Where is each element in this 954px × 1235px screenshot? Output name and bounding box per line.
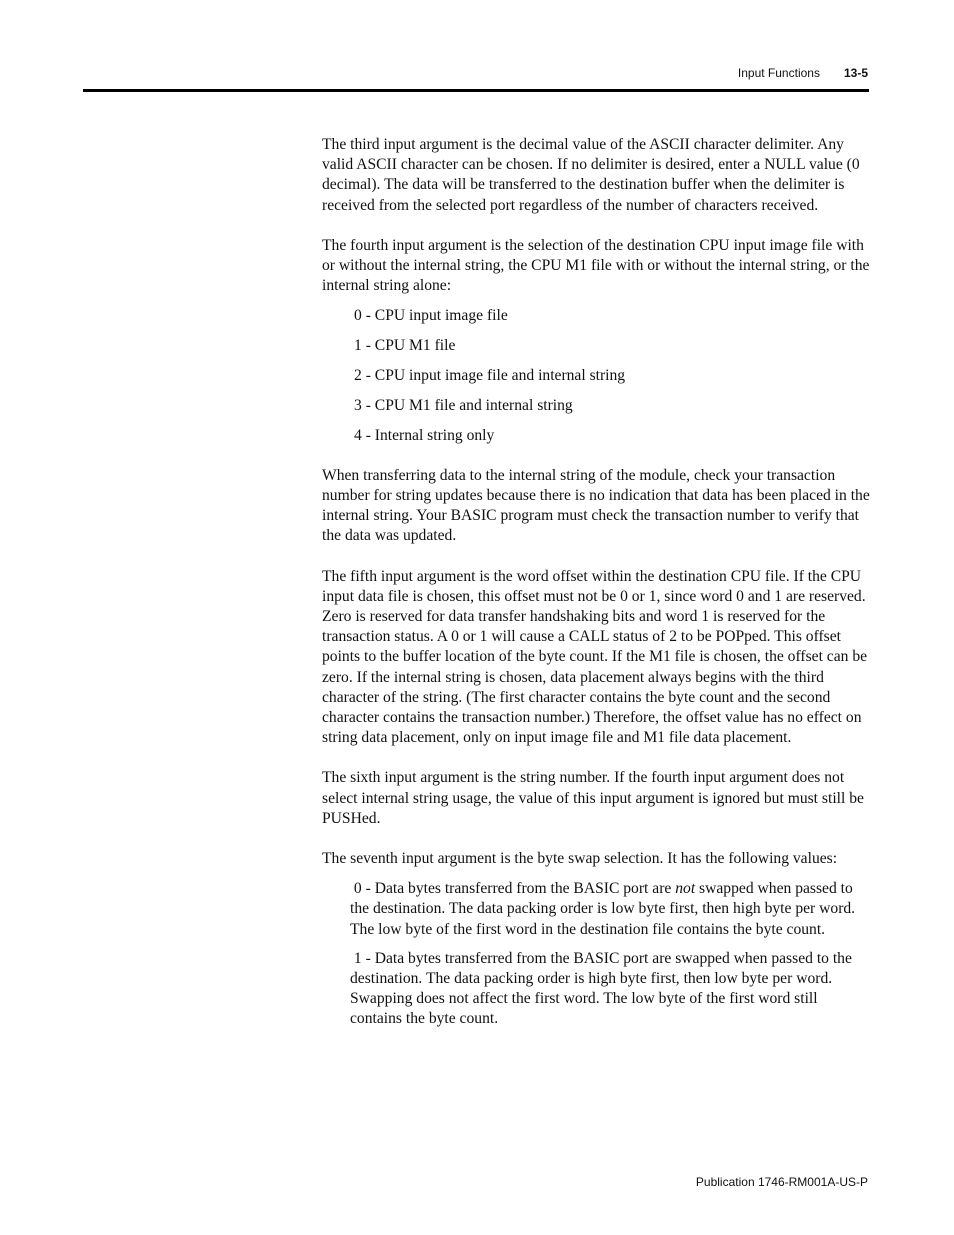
list-item: 0 - CPU input image file [354, 307, 508, 325]
paragraph-destination-file: The fourth input argument is the selection of the destination CPU input image file with or without the internal string, the CPU M1 file with or without the internal string, or the internal string alone: [322, 236, 870, 295]
destination-option-list [322, 306, 870, 445]
body-text [322, 135, 870, 1039]
swap-option-list [322, 879, 870, 1029]
list-item [350, 949, 870, 1030]
list-item: 1 - CPU M1 file [354, 337, 456, 355]
header-rule [83, 89, 869, 92]
list-item: 2 - CPU input image file and internal string [354, 367, 626, 385]
list-item [350, 879, 870, 940]
publication-number: Publication 1746-RM001A-US-P [695, 1175, 868, 1189]
list-item: 3 - CPU M1 file and internal string [354, 396, 573, 414]
page-header [738, 66, 868, 80]
list-item: 4 - Internal string only [354, 426, 495, 444]
swap-option-0-end: swapped when passed to the destination. The data packing order is low byte first, then high byte per word. The low byte of the first word in the destination file contains the byte count. [350, 880, 856, 938]
swap-option-0-start: 0 - Data bytes transferred from the BASIC port are [353, 880, 676, 898]
paragraph-delimiter: The third input argument is the decimal value of the ASCII character delimiter. Any valid ASCII character can be chosen. If no delimiter is desired, enter a NULL value (0 decimal). The data will be transferred to the destination buffer when the delimiter is received from the selected port regardless of the number of characters received. [322, 136, 860, 214]
swap-option-1: 1 - Data bytes transferred from the BASIC port are swapped when passed to the destination. The data packing order is high byte first, then low byte per word. Swapping does not affect the first word. The low byte of the first word still contains the byte count. [350, 949, 852, 1028]
paragraph-word-offset: The fifth input argument is the word offset within the destination CPU file. If the CPU input data file is chosen, this offset must not be 0 or 1, since word 0 and 1 are reserved. Zero is reserved for data transfer handshaking bits and word 1 is reserved for the transaction status. A 0 or 1 will cause a CALL status of 2 to be POPped. This offset points to the buffer location of the byte count. If the M1 file is chosen, the offset can be zero. If the internal string is chosen, data placement always begins with the third character of the string. (The first character contains the byte count and the second character contains the transaction number.) Therefore, the offset value has no effect on string data placement, only on input image file and M1 file data placement. [322, 567, 868, 747]
paragraph-byte-swap: The seventh input argument is the byte swap selection. It has the following values: [322, 850, 838, 868]
page-number: 13-5 [843, 66, 868, 80]
section-title: Input Functions [737, 66, 820, 80]
emphasis-text: not [675, 880, 696, 898]
paragraph-string-number: The sixth input argument is the string number. If the fourth input argument does not select internal string usage, the value of this input argument is ignored but must still be PUSHed. [322, 769, 864, 827]
paragraph-transaction-number: When transferring data to the internal string of the module, check your transaction number for string updates because there is no indication that data has been placed in the internal string. Your BASIC program must check the transaction number to verify that the data was updated. [322, 466, 870, 545]
